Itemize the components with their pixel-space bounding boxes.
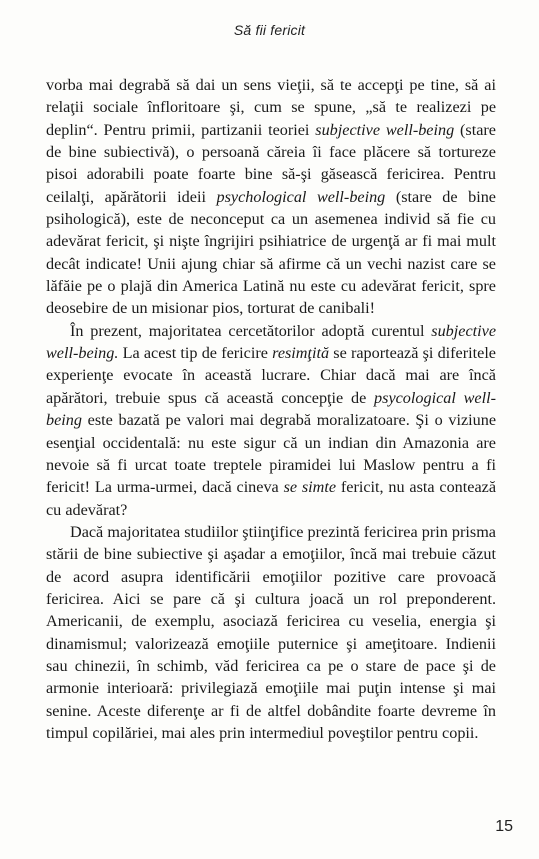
body-text — [46, 74, 496, 744]
paragraph-2-emphasis-2: resimţită — [272, 344, 330, 363]
paragraph-1-emphasis-1: subjective well-being — [315, 120, 455, 139]
paragraph-3 — [46, 521, 496, 744]
paragraph-2-emphasis-1: subjective well-being. — [46, 321, 496, 363]
paragraph-2 — [46, 320, 496, 521]
paragraph-1-emphasis-2: psychological well-being — [216, 187, 386, 206]
paragraph-1-text-1: vorba mai degrabă să dai un sens vieţii, să te accepţi pe tine, să ai relaţii sociale înfloritoare şi, cum se spune, „să te realizezi pe deplin“. Pentru primii, partizanii teoriei — [46, 76, 496, 139]
paragraph-2-text-4: este bazată pe valori mai degrabă moralizatoare. Şi o viziune esenţial occidentală: nu este sigur că un indian din Amazonia are nevoie să fi urcat toate treptele piramidei lui Maslow pentru a fi fericit! La urma-urmei, dacă cineva — [46, 411, 496, 497]
paragraph-3-text-1: Dacă majoritatea studiilor ştiinţifice prezintă fericirea prin prisma stării de bine subiective şi aşadar a emoţiilor, încă mai trebuie căzut de acord asupra identificării emoţiilor pozitive care provoacă fericirea. Aici se pare că şi cultura joacă un rol preponderent. Americanii, de exemplu, asociază fericirea cu veselia, energia şi dinamismul; valorizează emoţiile puternice şi ameţitoare. Indienii sau chinezii, în schimb, văd fericirea ca pe o stare de pace şi de armonie interioară: privilegiază emoţiile mai puţin intense şi mai senine. Aceste diferenţe ar fi de altfel dobândite foarte devreme în timpul copilăriei, mai ales prin intermediul poveştilor pentru copii. — [46, 522, 496, 742]
paragraph-2-text-2: La acest tip de fericire — [118, 344, 273, 363]
running-header: Să fii fericit — [233, 22, 306, 38]
page-number: 15 — [495, 818, 513, 835]
paragraph-2-emphasis-4: se simte — [283, 478, 337, 497]
paragraph-2-emphasis-3: psycological well-being — [46, 388, 496, 430]
paragraph-2-text-5: fericit, nu asta contează cu adevărat? — [46, 478, 497, 519]
paragraph-2-text-1: În prezent, majoritatea cercetătorilor adoptă curentul — [70, 321, 432, 340]
paragraph-2-text-3: se raportează şi diferitele experienţe evocate în această lucrare. Chiar dacă mai are încă apărători, trebuie spus că această concepţie de — [46, 344, 496, 407]
paragraph-1-text-2: (stare de bine subiectivă), o persoană căreia îi face plăcere să tortureze pisoi adorabili poate foarte bine să-şi găsească fericirea. Pentru ceilalţi, apărătorii ideii — [46, 120, 496, 206]
paragraph-1-text-3: (stare de bine psihologică), este de neconceput ca un asemenea individ să fie cu adevărat fericit, şi nişte îngrijiri psihiatrice de urgenţă ar fi mai mult decât indicate! Unii ajung chiar să afirme că un vechi nazist care se lăfăie pe o plajă din America Latină nu este cu adevărat fericit, spre deosebire de un misionar pios, torturat de canibali! — [46, 187, 496, 318]
paragraph-1 — [46, 74, 496, 320]
